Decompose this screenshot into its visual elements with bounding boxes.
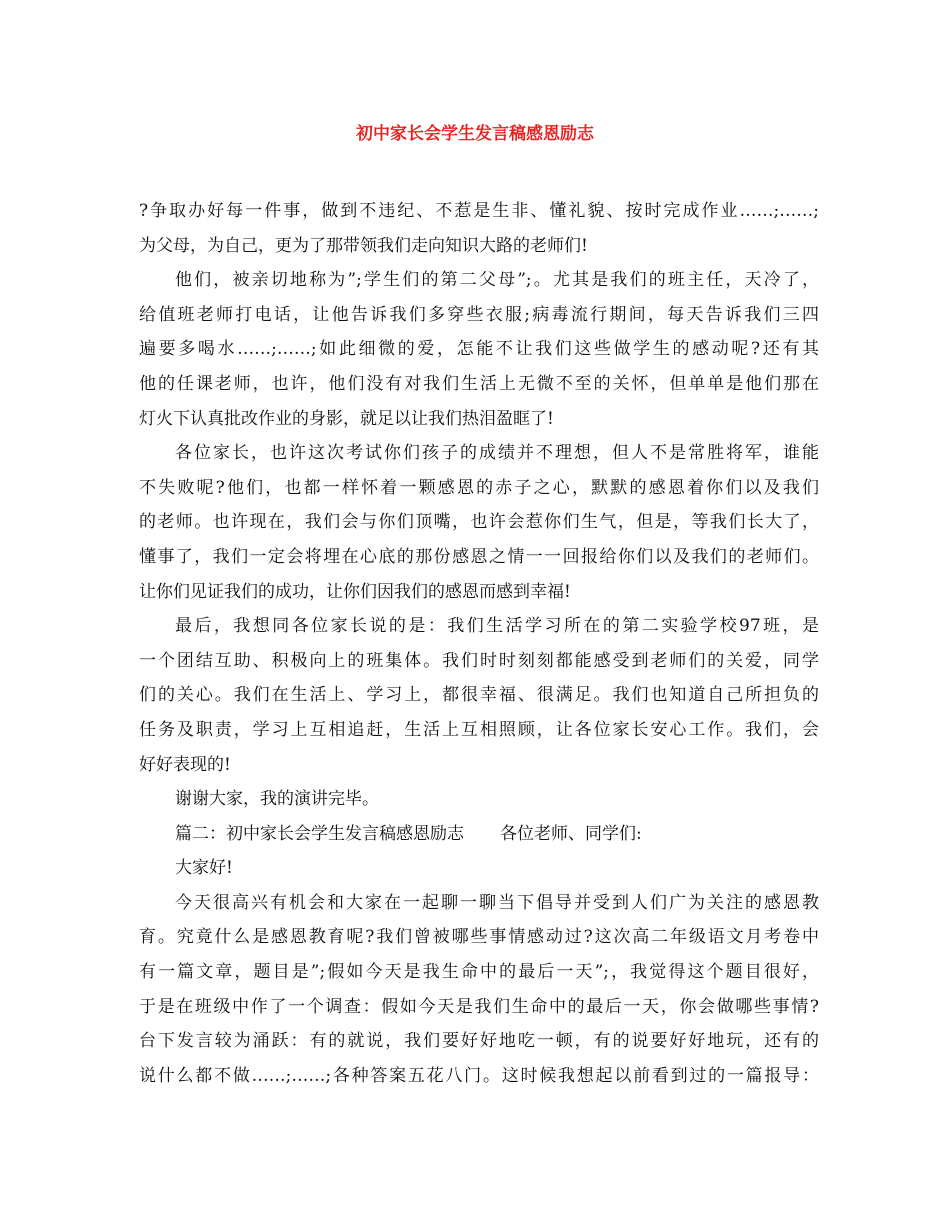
text-line [139,402,819,437]
text-line-content: 好好表现的! [139,754,231,775]
text-line [139,263,819,298]
text-line-content: 有一篇文章，题目是”;假如今天是我生命中的最后一天”;，我觉得这个题目很好， [139,962,819,983]
text-line-content: 给值班老师打电话，让他告诉我们多穿些衣服;病毒流行期间，每天告诉我们三四 [139,304,819,325]
text-line [139,332,819,367]
text-line-content: 台下发言较为涌跃：有的就说，我们要好好地吃一顿，有的说要好好地玩，还有的 [139,1031,819,1052]
text-line-content: 他们，被亲切地称为”;学生们的第二父母”;。尤其是我们的班主任，天冷了， [175,270,819,291]
text-line [139,505,819,540]
text-line [139,990,819,1025]
text-line-tail: 各位老师、同学们: [500,823,642,844]
text-line [139,194,819,229]
text-line [139,229,819,264]
text-line-content: 灯火下认真批改作业的身影，就足以让我们热泪盈眶了! [139,408,554,429]
text-line-content: 今天很高兴有机会和大家在一起聊一聊当下倡导并受到人们广为关注的感恩教 [175,892,819,913]
text-line [139,713,819,748]
text-line-content: 大家好! [175,858,233,879]
text-line-content: 不失败呢?他们，也都一样怀着一颗感恩的赤子之心，默默的感恩着你们以及我们 [139,477,819,498]
text-line [139,955,819,990]
text-line-content: ?争取办好每一件事，做到不违纪、不惹是生非、懂礼貌、按时完成作业……;……; [139,201,819,221]
text-line-content: 最后，我想同各位家长说的是：我们生活学习所在的第二实验学校97班，是 [175,616,819,637]
text-line-content: 他的任课老师，也许，他们没有对我们生活上无微不至的关怀，但单单是他们那在 [139,373,819,394]
document-body [139,194,819,1093]
document-title: 初中家长会学生发言稿感恩励志 [356,124,594,144]
text-line [139,644,819,679]
text-line [139,367,819,402]
text-line-content: 懂事了，我们一定会将埋在心底的那份感恩之情一一回报给你们以及我们的老师们。 [139,546,819,567]
text-line [139,817,819,852]
text-line [139,782,819,817]
text-line [139,609,819,644]
text-line [139,851,819,886]
text-line-content: 于是在班级中作了一个调查：假如今天是我们生命中的最后一天，你会做哪些事情? [139,996,819,1017]
text-line [139,471,819,506]
text-line [139,436,819,471]
text-line-content: 遍要多喝水……;……;如此细微的爱，怎能不让我们这些做学生的感动呢?还有其 [139,339,819,360]
text-line-content: 们的关心。我们在生活上、学习上，都很幸福、很满足。我们也知道自己所担负的 [139,685,819,706]
text-line [139,575,819,610]
text-line-content: 育。究竟什么是感恩教育呢?我们曾被哪些事情感动过?这次高二年级语文月考卷中 [139,927,819,948]
text-line-content: 说什么都不做……;……;各种答案五花八门。这时候我想起以前看到过的一篇报导： [139,1065,819,1086]
text-line-content: 为父母，为自己，更为了那带领我们走向知识大路的老师们! [139,235,588,256]
text-line [139,1024,819,1059]
text-line-content: 任务及职责，学习上互相追赶，生活上互相照顾，让各位家长安心工作。我们，会 [139,719,819,740]
text-line [139,540,819,575]
text-line-content: 谢谢大家，我的演讲完毕。 [175,789,379,810]
text-line [139,1059,819,1094]
text-line [139,298,819,333]
text-line-content: 篇二：初中家长会学生发言稿感恩励志 [175,823,464,844]
text-line [139,748,819,783]
text-line-content: 让你们见证我们的成功，让你们因我们的感恩而感到幸福! [139,581,571,602]
text-line [139,678,819,713]
text-line-content: 一个团结互助、积极向上的班集体。我们时时刻刻都能感受到老师们的关爱，同学 [139,650,819,671]
text-line [139,886,819,921]
text-line-content: 的老师。也许现在，我们会与你们顶嘴，也许会惹你们生气，但是，等我们长大了， [139,512,819,533]
text-line-content: 各位家长，也许这次考试你们孩子的成绩并不理想，但人不是常胜将军，谁能 [175,443,819,464]
text-line [139,920,819,955]
